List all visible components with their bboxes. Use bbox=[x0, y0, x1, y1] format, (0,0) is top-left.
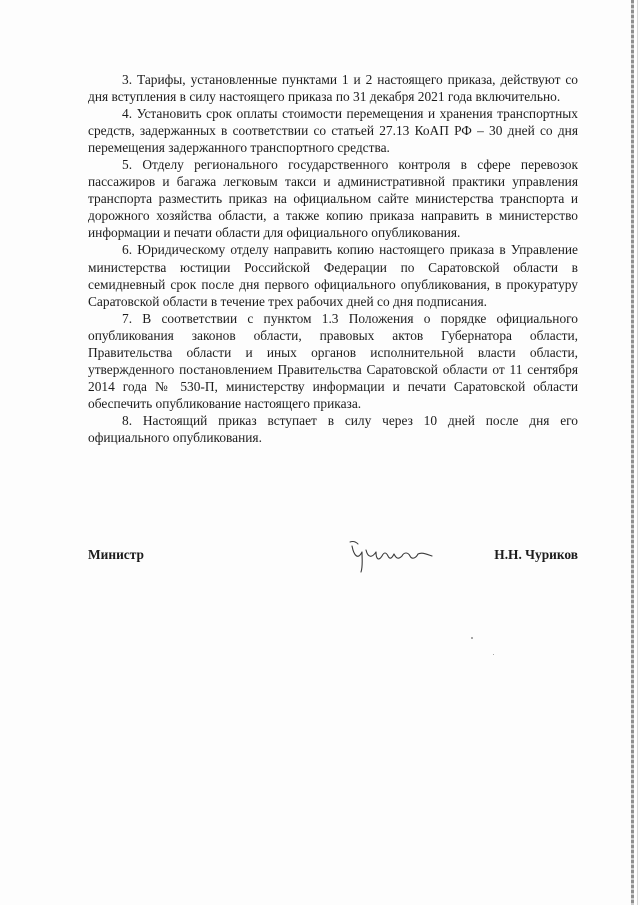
paragraph-5: 5. Отделу регионального государственного контроля в сфере перевозок пассажиров и багажа легковым такси и административной практики управления транспорта разместить приказ на официальном сайте министерства транспорта и дорожного хозяйства области, а также копию приказа направить в министерство информации и печати области для официального опубликования. bbox=[88, 157, 578, 241]
scan-edge bbox=[631, 0, 634, 905]
scan-speck bbox=[471, 637, 473, 639]
scan-edge-line bbox=[637, 0, 638, 905]
signatory-name: Н.Н. Чуриков bbox=[494, 547, 578, 562]
paragraph-6: 6. Юридическому отделу направить копию настоящего приказа в Управление министерства юстиции Российской Федерации по Саратовской области в семидневный срок после дня первого официального опубликования, в прокуратуру Саратовской области в течение трех рабочих дней со дня подписания. bbox=[88, 242, 578, 309]
signature-block bbox=[88, 538, 578, 578]
paragraph-4: 4. Установить срок оплаты стоимости перемещения и хранения транспортных средств, задержанных в соответствии со статьей 27.13 КоАП РФ – 30 дней со дня перемещения задержанного транспортного средства. bbox=[88, 106, 578, 156]
signatory-position: Министр bbox=[88, 547, 144, 562]
handwritten-signature bbox=[346, 538, 438, 574]
order-body bbox=[88, 71, 578, 446]
paragraph-3: 3. Тарифы, установленные пунктами 1 и 2 настоящего приказа, действуют со дня вступления в силу настоящего приказа по 31 декабря 2021 года включительно. bbox=[88, 72, 578, 105]
scan-speck bbox=[493, 654, 494, 655]
paragraph-8: 8. Настоящий приказ вступает в силу через 10 дней после дня его официального опубликования. bbox=[88, 412, 578, 445]
paragraph-7: 7. В соответствии с пунктом 1.3 Положения о порядке официального опубликования законов области, правовых актов Губернатора области, Правительства области и иных органов исполнительной власти области, утвержденного постановлением Правительства Саратовской области от 11 сентября 2014 года № 530-П, министерству информации и печати Саратовской области обеспечить опубликование настоящего приказа. bbox=[88, 310, 578, 411]
